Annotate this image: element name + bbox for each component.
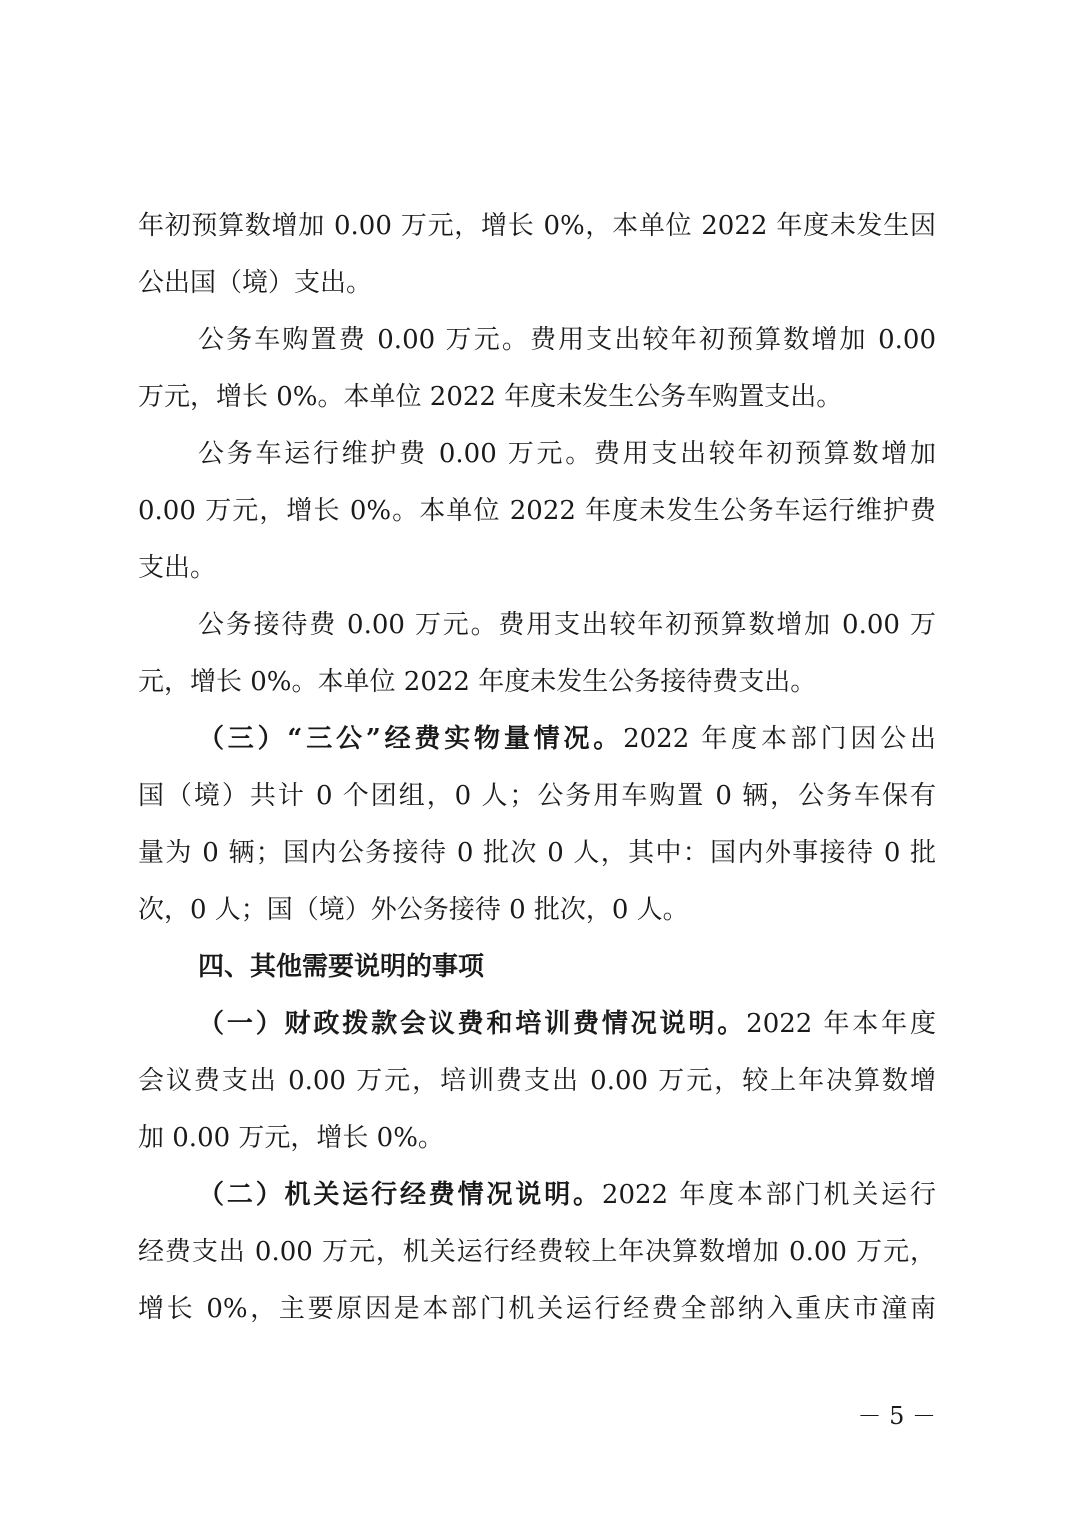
text-span: 2022 年本年度 <box>746 1009 936 1039</box>
page-number: － 5 － <box>857 1402 936 1430</box>
text-line <box>138 711 936 768</box>
text-span: 2022 年度本部门机关运行 <box>601 1180 936 1210</box>
body-text <box>138 198 936 1338</box>
text-line: 公出国（境）支出。 <box>138 268 373 298</box>
text-line: 经费支出 0.00 万元，机关运行经费较上年决算数增加 0.00 万元， <box>138 1237 936 1267</box>
text-line: 支出。 <box>138 553 217 583</box>
text-line: 0.00 万元，增长 0%。本单位 2022 年度未发生公务车运行维护费 <box>138 496 936 526</box>
text-line: 量为 0 辆；国内公务接待 0 批次 0 人，其中：国内外事接待 0 批 <box>138 838 936 868</box>
text-line: 公务车运行维护费 0.00 万元。费用支出较年初预算数增加 <box>198 439 936 469</box>
text-line <box>138 996 936 1053</box>
section-title: 四、其他需要说明的事项 <box>198 952 485 982</box>
text-line: 会议费支出 0.00 万元，培训费支出 0.00 万元，较上年决算数增 <box>138 1066 936 1096</box>
text-line: 公务接待费 0.00 万元。费用支出较年初预算数增加 0.00 万 <box>198 610 936 640</box>
paragraph-heading: （二）机关运行经费情况说明。 <box>198 1180 602 1210</box>
text-line: 年初预算数增加 0.00 万元，增长 0%，本单位 2022 年度未发生因 <box>138 211 936 241</box>
text-line: 元，增长 0%。本单位 2022 年度未发生公务接待费支出。 <box>138 667 817 697</box>
text-line: 国（境）共计 0 个团组，0 人；公务用车购置 0 辆，公务车保有 <box>138 781 936 811</box>
text-line <box>138 1167 936 1224</box>
paragraph-heading: （一）财政拨款会议费和培训费情况说明。 <box>198 1009 747 1039</box>
text-line: 次，0 人；国（境）外公务接待 0 批次，0 人。 <box>138 895 689 925</box>
text-line: 公务车购置费 0.00 万元。费用支出较年初预算数增加 0.00 <box>198 325 936 355</box>
text-line: 万元，增长 0%。本单位 2022 年度未发生公务车购置支出。 <box>138 382 843 412</box>
text-span: 2022 年度本部门因公出 <box>623 724 936 754</box>
text-line: 加 0.00 万元，增长 0%。 <box>138 1123 444 1153</box>
text-line: 增长 0%，主要原因是本部门机关运行经费全部纳入重庆市潼南 <box>138 1294 936 1324</box>
paragraph-heading: （三）“三公”经费实物量情况。 <box>198 724 624 754</box>
